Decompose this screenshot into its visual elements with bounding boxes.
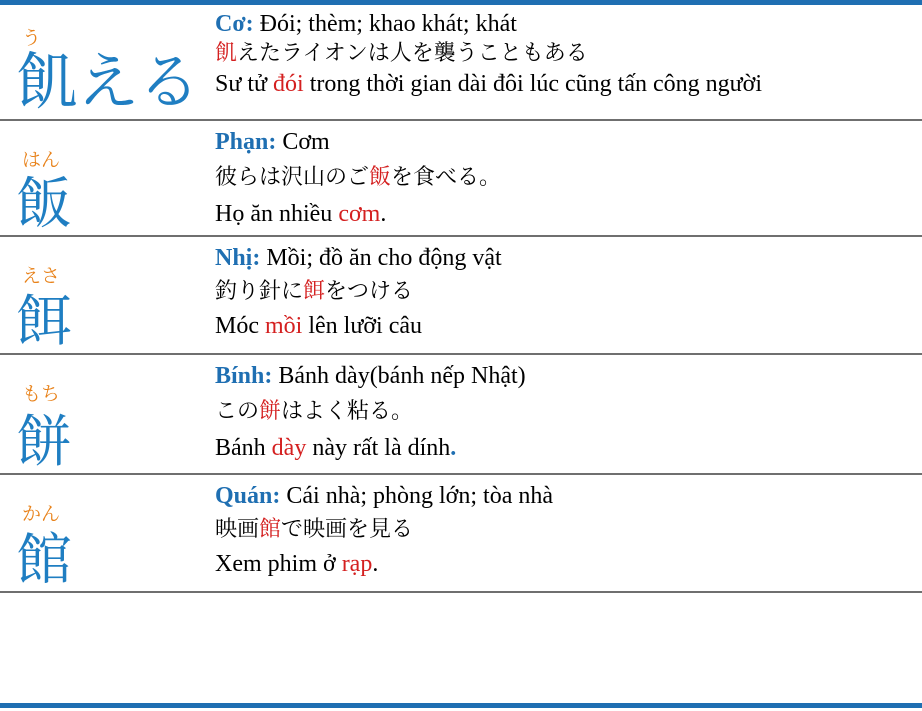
example-vi-highlight: dày (271, 435, 307, 461)
furigana: えさ (22, 265, 61, 287)
example-jp (215, 515, 922, 545)
example-vi-highlight: mồi (265, 313, 303, 339)
meaning-line (215, 127, 922, 157)
example-jp-text: をつける (325, 279, 414, 304)
term: Nhị: (215, 245, 261, 271)
meaning: Mồi; đồ ăn cho động vật (260, 245, 502, 271)
kanji: 飯 (16, 172, 71, 237)
kanji-cell (0, 5, 205, 119)
kanji-cell (0, 121, 205, 235)
example-vi (215, 69, 922, 99)
example-jp-text: はよく粘る。 (281, 399, 414, 424)
example-vi-highlight: cơm (338, 201, 381, 227)
furigana: もち (22, 383, 61, 405)
example-vi (215, 433, 922, 463)
example-jp (215, 39, 922, 69)
meaning-line (215, 243, 922, 273)
meaning-line (215, 481, 922, 511)
example-jp-highlight: 館 (259, 517, 282, 542)
kanji: 館 (16, 528, 71, 593)
text-cell (215, 9, 922, 99)
furigana: かん (22, 503, 61, 525)
example-vi-text: trong thời gian dài đôi lúc cũng tấn công người (303, 71, 763, 97)
example-jp-text: 映画 (215, 517, 260, 542)
meaning-line (215, 9, 922, 39)
entry-row (0, 5, 922, 121)
kanji: 餌 (16, 290, 71, 355)
meaning: Cơm (276, 129, 330, 155)
text-cell (215, 481, 922, 579)
example-vi-text: Sư tử (215, 71, 274, 97)
example-jp-highlight: 飢 (215, 41, 238, 66)
example-jp-text: えたライオンは人を襲うこともある (237, 41, 588, 66)
example-vi-text: Xem phim ở (215, 551, 342, 577)
example-vi-period: . (450, 435, 457, 461)
bottom-rule (0, 703, 922, 708)
entry-row (0, 121, 922, 237)
example-vi-text: . (380, 201, 387, 227)
example-jp-text: この (215, 399, 260, 424)
term: Cơ: (215, 11, 254, 37)
meaning-line (215, 361, 922, 391)
meaning: Cái nhà; phòng lớn; tòa nhà (280, 483, 554, 509)
example-jp (215, 397, 922, 427)
example-jp-highlight: 餌 (303, 279, 326, 304)
example-vi-text: Bánh (215, 435, 272, 461)
term: Quán: (215, 483, 281, 509)
kanji-cell (0, 475, 205, 591)
example-vi-text: lên lưỡi câu (302, 313, 423, 339)
example-vi-text: này rất là dính (306, 435, 451, 461)
example-jp-text: で映画を見る (281, 517, 414, 542)
kanji: 飢える (16, 45, 200, 118)
furigana: う (22, 27, 42, 49)
example-jp (215, 163, 922, 193)
example-vi-highlight: rạp (341, 551, 373, 577)
example-vi (215, 549, 922, 579)
text-cell (215, 127, 922, 229)
example-vi-text: . (372, 551, 379, 577)
example-vi-highlight: đói (273, 71, 304, 97)
example-jp (215, 277, 922, 307)
example-jp-text: を食べる。 (391, 165, 502, 190)
example-jp-highlight: 餅 (259, 399, 282, 424)
entry-row (0, 355, 922, 475)
text-cell (215, 243, 922, 341)
entry-row (0, 237, 922, 355)
meaning: Bánh dày(bánh nếp Nhật) (272, 363, 526, 389)
kanji-cell (0, 355, 205, 473)
meaning: Đói; thèm; khao khát; khát (253, 11, 517, 37)
furigana: はん (22, 149, 61, 171)
kanji: 餅 (16, 410, 71, 475)
example-jp-text: 彼らは沢山のご (215, 165, 370, 190)
example-vi-text: Móc (215, 313, 265, 339)
example-jp-highlight: 飯 (369, 165, 392, 190)
text-cell (215, 361, 922, 463)
entry-row (0, 475, 922, 593)
example-vi (215, 311, 922, 341)
example-vi (215, 199, 922, 229)
term: Bính: (215, 363, 273, 389)
term: Phạn: (215, 129, 277, 155)
example-jp-text: 釣り針に (215, 279, 304, 304)
kanji-cell (0, 237, 205, 353)
example-vi-text: Họ ăn nhiều (215, 201, 339, 227)
